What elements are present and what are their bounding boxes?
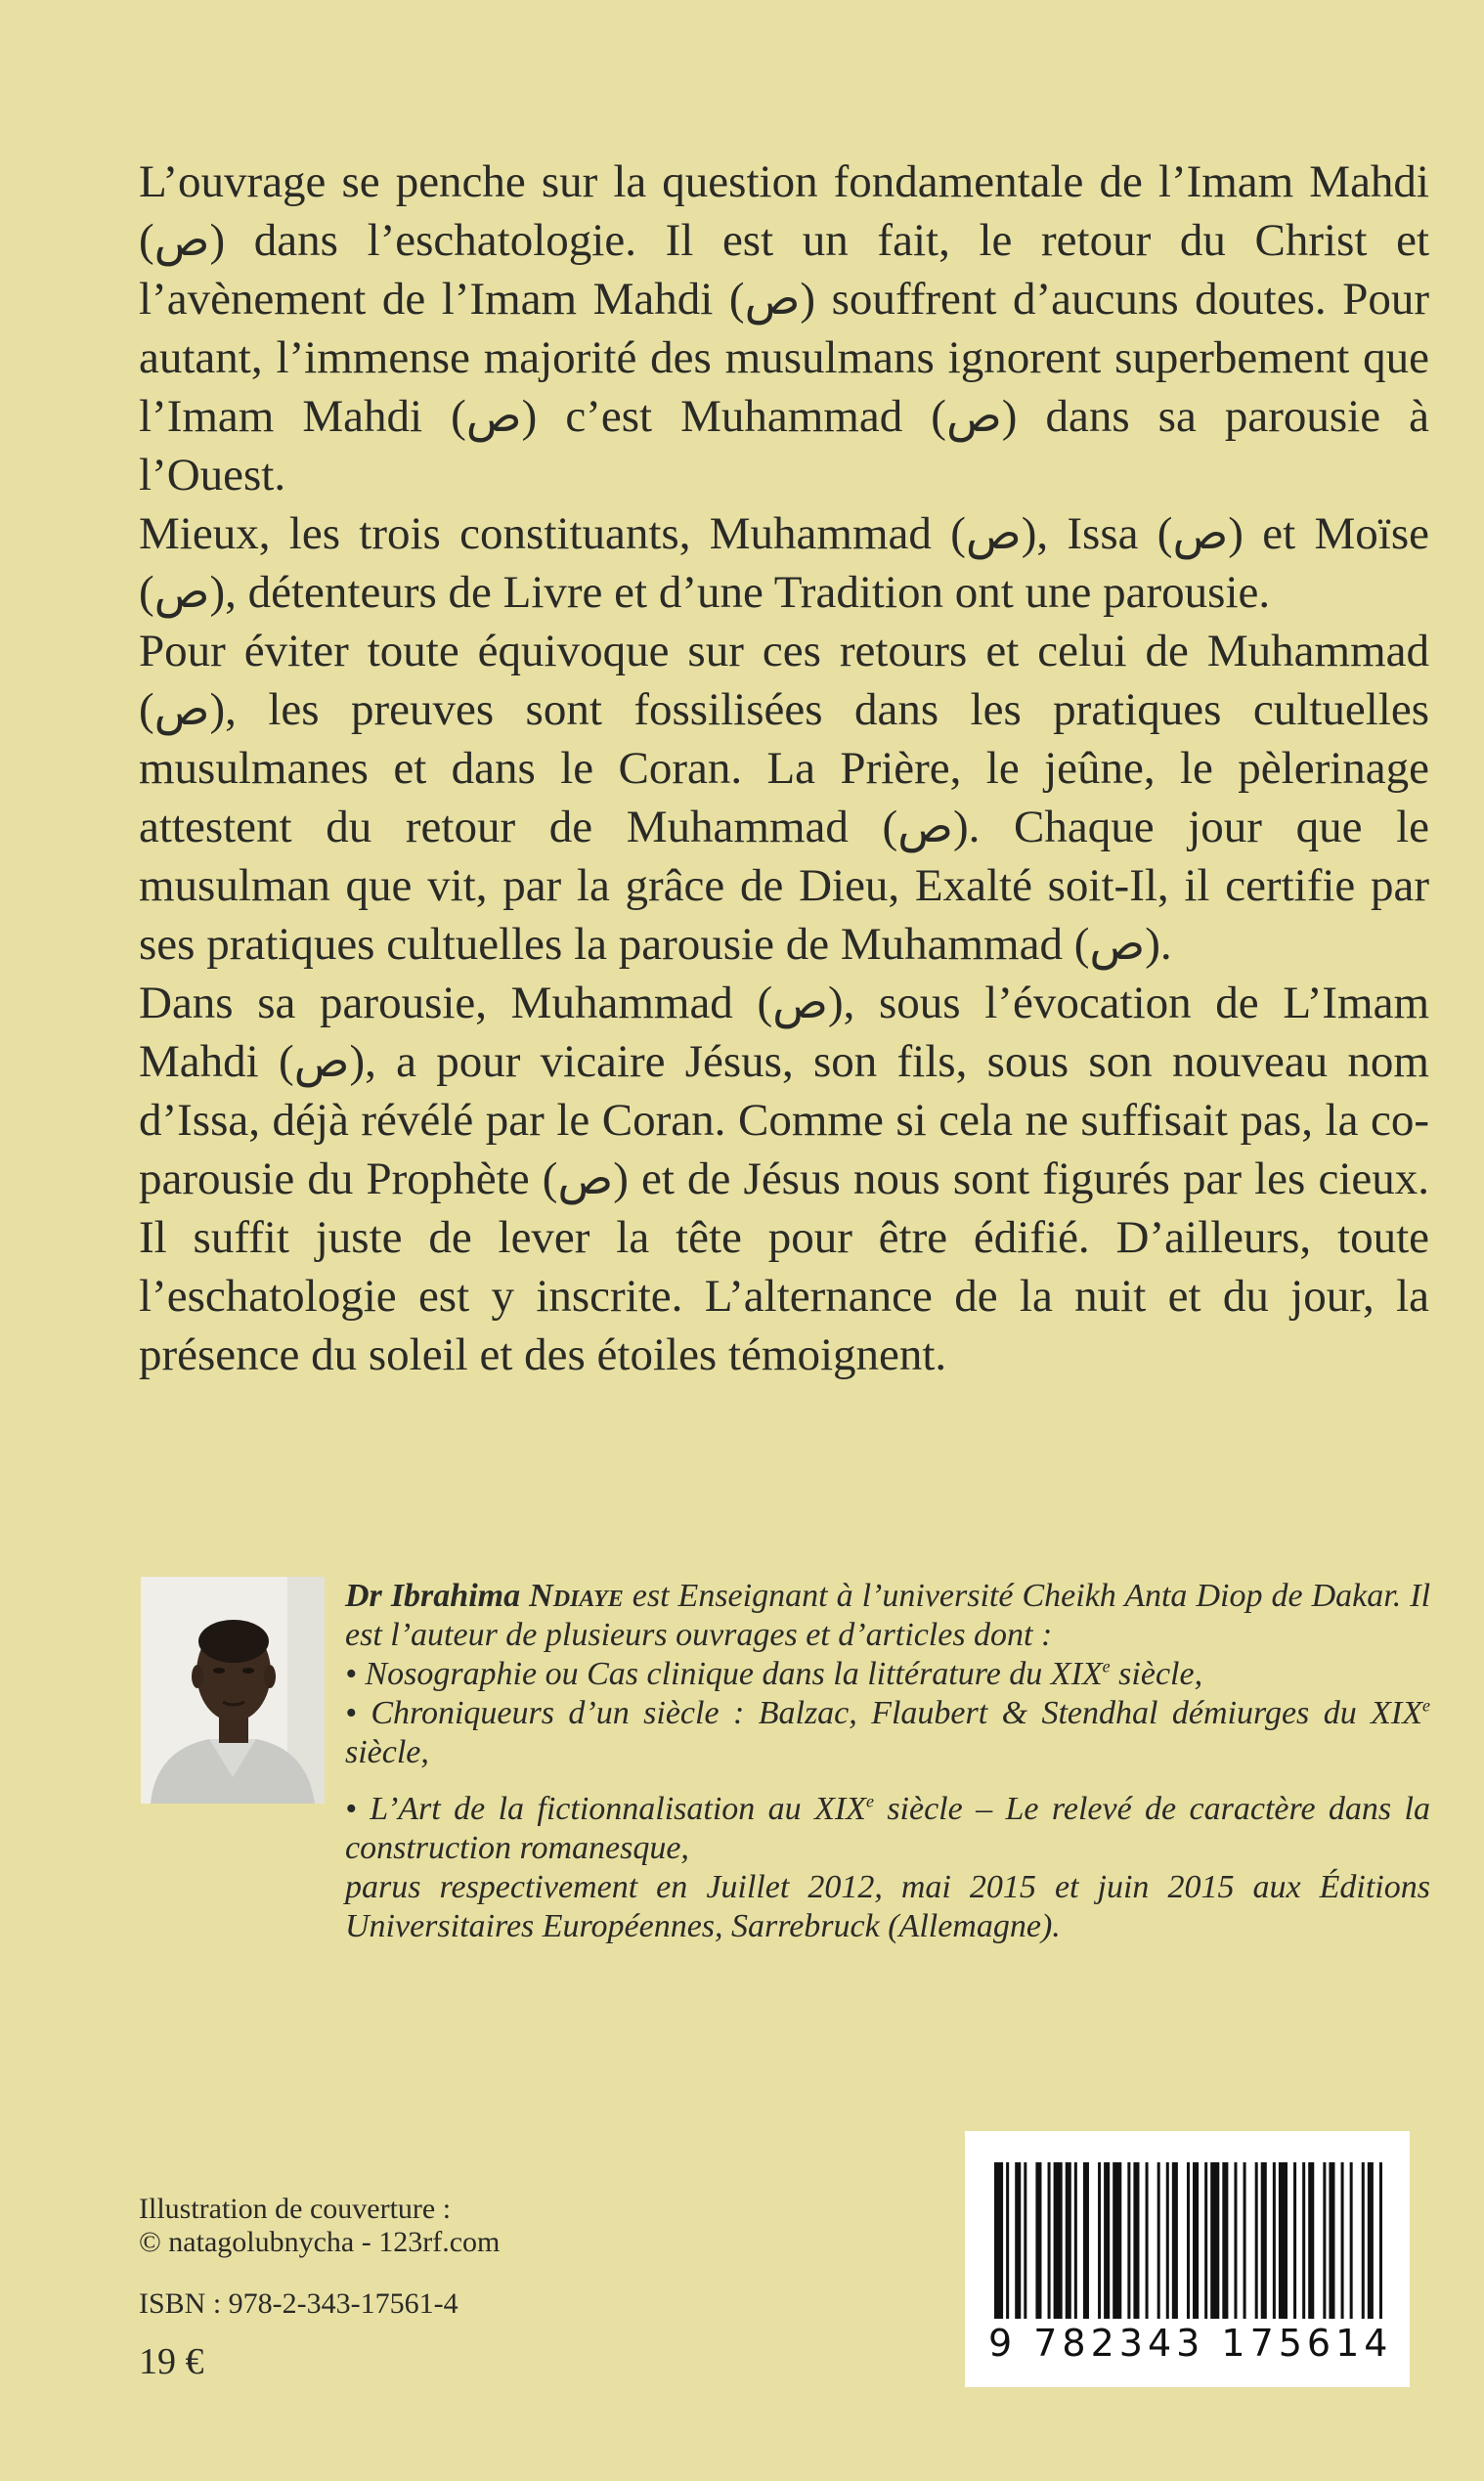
author-portrait-image bbox=[141, 1577, 325, 1804]
barcode-bar bbox=[1146, 2162, 1149, 2319]
barcode-bar bbox=[1341, 2162, 1344, 2319]
barcode-bar bbox=[1048, 2162, 1051, 2319]
barcode-bar bbox=[1244, 2162, 1246, 2319]
barcode-bar bbox=[1323, 2162, 1326, 2319]
barcode-bar bbox=[1293, 2162, 1296, 2319]
barcode-bar bbox=[1066, 2162, 1071, 2319]
barcode-bar bbox=[1035, 2162, 1041, 2319]
barcode-bar bbox=[1368, 2162, 1374, 2319]
cover-credits bbox=[139, 2193, 500, 2259]
publication-note: parus respectivement en Juillet 2012, mai 2015 et juin 2015 aux Éditions Universitaires Européennes, Sarrebruck (Allemagne). bbox=[345, 1869, 1430, 1944]
barcode-bar bbox=[1157, 2162, 1160, 2319]
barcode-bar bbox=[1308, 2162, 1314, 2319]
barcode-bar bbox=[1074, 2162, 1077, 2319]
blurb-paragraph-2: Mieux, les trois constituants, Muhammad (ص), Issa (ص) et Moïse (ص), détenteurs de Livre et d’une Tradition ont une parousie. bbox=[139, 508, 1429, 618]
barcode-bar bbox=[1302, 2162, 1305, 2319]
blurb-text bbox=[139, 152, 1429, 1384]
barcode-digits: 9 782343 175614 bbox=[988, 2322, 1393, 2365]
barcode-bar bbox=[1104, 2162, 1110, 2319]
author-intro-text: est Enseignant à l’université Cheikh Anta Diop de Dakar. Il est l’auteur de plusieurs ouvrages et d’articles dont : bbox=[345, 1578, 1431, 1653]
barcode-bar bbox=[1193, 2162, 1199, 2319]
barcode-bar bbox=[1024, 2162, 1026, 2319]
barcode-bar bbox=[1006, 2162, 1009, 2319]
barcode-bar bbox=[1261, 2162, 1267, 2319]
blurb-paragraph-1: L’ouvrage se penche sur la question fondamentale de l’Imam Mahdi (ص) dans l’eschatologie. Il est un fait, le retour du Christ et l’avènement de l’Imam Mahdi (ص) souffrent d’aucuns doutes. Pour autant, l’immense majorité des musulmans ignorent superbement que l’Imam Mahdi (ص) c’est Muhammad (ص) dans sa parousie à l’Ouest. bbox=[139, 156, 1429, 501]
barcode bbox=[965, 2131, 1410, 2387]
book-1-title: • Nosographie ou Cas clinique dans la littérature du XIX bbox=[345, 1656, 1103, 1692]
barcode-bar bbox=[1015, 2162, 1021, 2319]
barcode-bar bbox=[1166, 2162, 1169, 2319]
barcode-bar bbox=[1255, 2162, 1258, 2319]
credits-line-2: © natagolubnycha - 123rf.com bbox=[139, 2226, 501, 2258]
book-3-sup: e bbox=[865, 1791, 874, 1811]
barcode-bar bbox=[1187, 2162, 1190, 2319]
barcode-bar bbox=[1083, 2162, 1089, 2319]
barcode-bar bbox=[1054, 2162, 1063, 2319]
barcode-bars bbox=[994, 2162, 1385, 2319]
price: 19 € bbox=[139, 2341, 204, 2382]
barcode-bar bbox=[1234, 2162, 1237, 2319]
credits-line-1: Illustration de couverture : bbox=[139, 2193, 452, 2225]
book-2-suffix: siècle, bbox=[345, 1734, 429, 1770]
barcode-bar bbox=[1172, 2162, 1178, 2319]
author-first-name: Dr Ibrahima bbox=[345, 1578, 521, 1614]
book-2-title: • Chroniqueurs d’un siècle : Balzac, Flaubert & Stendhal démiurges du XIX bbox=[345, 1695, 1422, 1731]
author-name bbox=[345, 1578, 624, 1614]
barcode-bar bbox=[1329, 2162, 1334, 2319]
barcode-bar bbox=[1210, 2162, 1219, 2319]
book-2-sup: e bbox=[1422, 1695, 1430, 1716]
book-item-3 bbox=[345, 1790, 1430, 1868]
barcode-bar bbox=[994, 2162, 1003, 2319]
barcode-bar bbox=[1133, 2162, 1139, 2319]
book-1-sup: e bbox=[1102, 1656, 1111, 1676]
barcode-bar bbox=[1379, 2162, 1382, 2319]
barcode-bar bbox=[1279, 2162, 1288, 2319]
author-last-name: Ndiaye bbox=[529, 1578, 624, 1614]
barcode-bar bbox=[1098, 2162, 1101, 2319]
barcode-bar bbox=[1273, 2162, 1276, 2319]
barcode-bar bbox=[1204, 2162, 1207, 2319]
blurb-paragraph-3: Pour éviter toute équivoque sur ces retours et celui de Muhammad (ص), les preuves sont fossilisées dans les pratiques cultuelles musulmanes et dans le Coran. La Prière, le jeûne, le pèlerinage attestent du retour de Muhammad (ص). Chaque jour que le musulman que vit, par la grâce de Dieu, Exalté soit-Il, il certifie par ses pratiques cultuelles la parousie de Muhammad (ص). bbox=[139, 626, 1429, 970]
isbn-text: ISBN : 978-2-343-17561-4 bbox=[139, 2287, 458, 2320]
author-photo bbox=[141, 1577, 325, 1804]
book-1-suffix: siècle, bbox=[1110, 1656, 1203, 1692]
barcode-bar bbox=[1113, 2162, 1121, 2319]
book-item-1 bbox=[345, 1655, 1430, 1694]
book-item-2 bbox=[345, 1694, 1430, 1772]
book-3-suffix: siècle – Le relevé de caractère dans la construction romanesque, bbox=[345, 1791, 1430, 1866]
barcode-bar bbox=[1350, 2162, 1353, 2319]
barcode-bar bbox=[1362, 2162, 1365, 2319]
author-bio bbox=[345, 1577, 1430, 1946]
blurb-paragraph-4: Dans sa parousie, Muhammad (ص), sous l’évocation de L’Imam Mahdi (ص), a pour vicaire Jésus, son fils, sous son nouveau nom d’Issa, déjà révélé par le Coran. Comme si cela ne suffisait pas, la co-parousie du Prophète (ص) et de Jésus nous sont figurés par les cieux. Il suffit juste de lever la tête pour être édifié. D’ailleurs, toute l’eschatologie est y inscrite. L’alternance de la nuit et du jour, la présence du soleil et des étoiles témoignent. bbox=[139, 978, 1429, 1380]
book-3-title: • L’Art de la fictionnalisation au XIX bbox=[345, 1791, 866, 1827]
barcode-bar bbox=[1222, 2162, 1228, 2319]
barcode-bar bbox=[1127, 2162, 1130, 2319]
bio-spacer bbox=[345, 1772, 1430, 1790]
author-intro bbox=[345, 1577, 1430, 1655]
